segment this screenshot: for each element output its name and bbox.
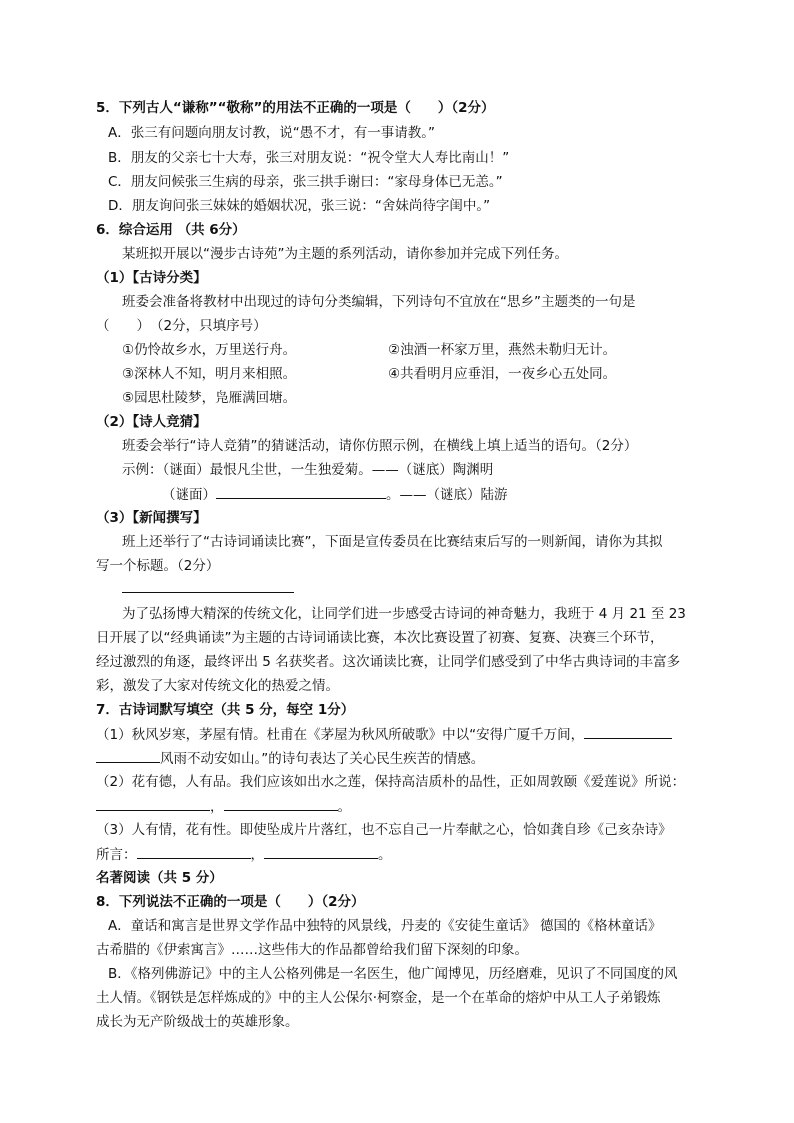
- q8-option-a-line1: A．童话和寓言是世界文学作品中独特的风景线，丹麦的《安徒生童话》 德国的《格林童话》: [108, 918, 662, 934]
- q7-sub3-blank-b[interactable]: [264, 844, 378, 859]
- q5-option-d: D．朋友询问张三妹妹的婚姻状况，张三说：“舍妹尚待字闺中。”: [108, 198, 491, 214]
- q6-intro: 某班拟开展以“漫步古诗苑”为主题的系列活动，请你参加并完成下列任务。: [122, 246, 568, 262]
- q7-sub1-line2: 风雨不动安如山。”的诗句表达了关心民生疾苦的情感。: [96, 748, 484, 769]
- q7-stem: 7．古诗词默写填空（共 5 分，每空 1分）: [96, 702, 355, 718]
- q6-poem-option-4: ④共看明月应垂泪，一夜乡心五处同。: [388, 366, 617, 382]
- q7-sub3-line1: （3）人有情，花有性。即使坠成片片落红，也不忘自己一片奉献之心，恰如龚自珍《己亥杂诗》: [96, 822, 672, 838]
- q5-option-a: A．张三有问题向朋友讨教，说“愚不才，有一事请教。”: [108, 125, 435, 141]
- q7-sub2-line2: ， 。: [96, 796, 351, 817]
- q7-sub1-blank-b[interactable]: [96, 748, 160, 763]
- q8-option-b-line2: 土人情。《钢铁是怎样炼成的》中的主人公保尔·柯察金，是一个在革命的熔炉中从工人子弟锻炼: [96, 990, 661, 1006]
- riddle-answer-blank[interactable]: [216, 484, 386, 499]
- riddle-label: （谜面）: [162, 487, 216, 503]
- q6-poem-option-2: ②浊酒一杯家万里，燕然未勒归无计。: [388, 342, 617, 358]
- news-paragraph-line-1: 为了弘扬博大精深的传统文化，让同学们进一步感受古诗词的神奇魅力，我班于 4 月 21 至 23: [122, 606, 686, 622]
- q7-sub3-blank-a[interactable]: [137, 844, 251, 859]
- riddle-answer-suffix: 。——（谜底）陆游: [386, 487, 508, 503]
- q8-option-a-line2: 古希腊的《伊索寓言》……这些伟大的作品都曾给我们留下深刻的印象。: [96, 942, 528, 958]
- q7-sub1-line1: （1）秋风岁寒，茅屋有情。杜甫在《茅屋为秋风所破歌》中以“安得广厦千万间，: [96, 724, 672, 745]
- q6-poem-option-1: ①仍怜故乡水，万里送行舟。: [122, 342, 297, 358]
- q6-part2-title: （2）【诗人竞猜】: [96, 414, 207, 430]
- news-paragraph-line-4: 彩，激发了大家对传统文化的热爱之情。: [96, 678, 339, 694]
- q6-stem: 6．综合运用 （共 6分）: [96, 222, 246, 238]
- q6-part3-title: （3）【新闻撰写】: [96, 510, 207, 526]
- news-paragraph-line-2: 日开展了以“经典诵读”为主题的古诗词诵读比赛，本次比赛设置了初赛、复赛、决赛三个环节，: [96, 630, 664, 646]
- q7-sub2-line1: （2）花有德，人有品。我们应该如出水之莲，保持高洁质朴的品性，正如周敦颐《爱莲说》所说：: [96, 774, 686, 790]
- q6-part2-riddle-line: [162, 484, 508, 505]
- q8-stem: 8．下列说法不正确的一项是（ ）（2分）: [96, 894, 365, 910]
- q6-poem-option-5: ⑤园思杜陵梦，凫雁满回塘。: [122, 390, 297, 406]
- q7-sub2-blank-a[interactable]: [96, 796, 210, 811]
- q6-part2-example: 示例：（谜面）最恨凡尘世，一生独爱菊。——（谜底）陶渊明: [122, 462, 494, 478]
- q5-option-c: C．朋友问候张三生病的母亲，张三拱手谢曰：“家母身体已无恙。”: [108, 174, 503, 190]
- q6-poem-option-3: ③深林人不知，明月来相照。: [122, 366, 297, 382]
- q7-sub3-line2: 所言： ， 。: [96, 844, 392, 865]
- q6-part1-title: （1）【古诗分类】: [96, 270, 207, 286]
- q6-part2-text: 班委会举行“诗人竞猜”的猜谜活动，请你仿照示例，在横线上填上适当的语句。（2分）: [122, 438, 638, 454]
- q7-sub1-blank-a[interactable]: [584, 724, 672, 739]
- q6-part1-text: 班委会准备将教材中出现过的诗句分类编辑，下列诗句不宜放在“思乡”主题类的一句是: [122, 294, 636, 310]
- q8-option-b-line1: B．《格列佛游记》中的主人公格列佛是一名医生，他广闻博见，历经磨难，见识了不同国度的风: [108, 966, 678, 982]
- q8-option-b-line3: 成长为无产阶级战士的英雄形象。: [96, 1014, 299, 1030]
- news-paragraph-line-3: 经过激烈的角逐，最终评出 5 名获奖者。这次诵读比赛，让同学们感受到了中华古典诗词的丰富多: [96, 654, 681, 670]
- q5-option-b: B．朋友的父亲七十大寿，张三对朋友说：“祝令堂大人寿比南山！”: [108, 150, 510, 166]
- q5-stem: 5．下列古人“谦称”“敬称”的用法不正确的一项是（ ）（2分）: [96, 100, 495, 116]
- news-title-blank[interactable]: [122, 578, 294, 593]
- section-title: 名著阅读（共 5 分）: [96, 870, 223, 886]
- q6-part3-text-cont: 写一个标题。（2分）: [96, 558, 220, 574]
- q6-part1-answer-prompt: （ ） （2分，只填序号）: [96, 318, 267, 334]
- q6-part3-text: 班上还举行了“古诗词诵读比赛”，下面是宣传委员在比赛结束后写的一则新闻，请你为其拟: [122, 534, 663, 550]
- q7-sub2-blank-b[interactable]: [224, 796, 338, 811]
